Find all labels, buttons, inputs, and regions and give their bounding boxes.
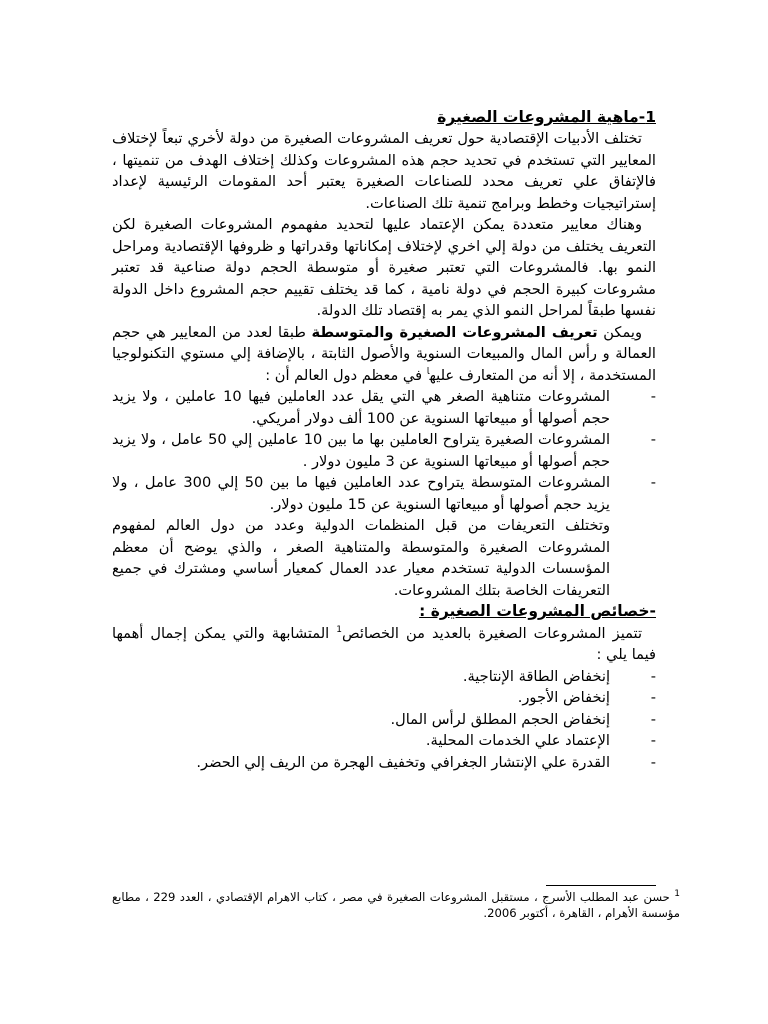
- size-definitions-list: [112, 386, 656, 515]
- document-body: [112, 104, 656, 773]
- paragraph-characteristics-intro: [112, 623, 656, 666]
- footnote: [112, 889, 680, 921]
- paragraph-definition: [112, 322, 656, 387]
- characteristics-post: المتشابهة والتي يمكن إجمال أهمها فيما يلي :: [112, 624, 656, 663]
- list-item: - الإعتماد علي الخدمات المحلية.: [112, 730, 656, 752]
- definition-pre: ويمكن: [597, 323, 643, 341]
- list-item: - المشروعات المتوسطة يتراوح عدد العاملين فيها ما بين 50 إلي 300 عامل ، ولا يزيد حجم أصولها أو مبيعاتها السنوية عن 15 مليون دولار.: [112, 472, 656, 515]
- paragraph-international: وتختلف التعريفات من قبل المنظمات الدولية وعدد من دول العالم لمفهوم المشروعات الصغيرة والمتوسطة والمتناهية الصغر ، والذي يوضح أن معظم المؤسسات الدولية تستخدم معيار عدد العمال كمعيار أساسي ومشترك في جميع التعريفات الخاصة بتلك المشروعات.: [112, 517, 610, 599]
- paragraph-criteria: وهناك معايير متعددة يمكن الإعتماد عليها لتحديد مفهموم المشروعات الصغيرة لكن التعريف يختلف من دولة إلي اخري لإختلاف إمكاناتها وقدراتها و ظروفها الإقتصادية ومراحل النمو بها. فالمشروعات التي تعتبر صغيرة أو متوسطة الحجم دولة صناعية قد تعتبر مشروعات كبيرة الحجم في دولة نامية ، كما قد يختلف تقييم حجم المشروع داخل الدولة نفسها طبقاً لمراحل النمو الذي يمر به إقتصاد تلك الدولة.: [112, 216, 656, 319]
- definition-footnote-ref: ا: [426, 366, 430, 377]
- footnote-separator: [546, 885, 656, 886]
- list-item: - القدرة علي الإنتشار الجغرافي وتخفيف الهجرة من الريف إلي الحضر.: [112, 752, 656, 774]
- list-item: - إنخفاض الأجور.: [112, 687, 656, 709]
- section-heading-characteristics: [112, 601, 656, 623]
- characteristics-footnote-ref: 1: [336, 624, 342, 635]
- section-title: -خصائص المشروعات الصغيرة :: [419, 602, 656, 620]
- characteristics-list: [112, 666, 656, 774]
- paragraph-intro: تختلف الأدبيات الإقتصادية حول تعريف المشروعات الصغيرة من دولة لأخري تبعاً لإختلاف المعايير التي تستخدم في تحديد حجم هذه المشروعات وكذلك إختلاف الهدف من تنميتها ، فالإتفاق علي تعريف محدد للصناعات الصغيرة يعتبر أحد المقومات الرئيسية لإعداد إستراتيجيات وخطط وبرامج تنمية تلك الصناعات.: [112, 130, 656, 212]
- list-item: - المشروعات الصغيرة يتراوح العاملين بها ما بين 10 عاملين إلي 50 عامل ، ولا يزيد حجم أصولها أو مبيعاتها السنوية عن 3 مليون دولار .: [112, 429, 656, 472]
- definition-post: طبقا لعدد من المعايير هي حجم العمالة و رأس المال والمبيعات السنوية والأصول الثابتة ، بالإضافة إلي مستوي التكنولوجيا المستخدمة ، إلا أنه من المتعارف عليه: [112, 323, 656, 384]
- list-item: - إنخفاض الحجم المطلق لرأس المال.: [112, 709, 656, 731]
- characteristics-pre: تتميز المشروعات الصغيرة بالعديد من الخصائص: [342, 624, 642, 642]
- definition-bold-term: تعريف المشروعات الصغيرة والمتوسطة: [311, 323, 598, 341]
- definition-tail: في معظم دول العالم أن :: [265, 366, 427, 384]
- page-title: 1-ماهية المشروعات الصغيرة: [437, 108, 656, 126]
- list-item: - إنخفاض الطاقة الإنتاجية.: [112, 666, 656, 688]
- footnote-marker: 1: [674, 889, 680, 900]
- footnote-text: حسن عبد المطلب الأسرج ، مستقبل المشروعات الصغيرة في مصر ، كتاب الاهرام الإقتصادي ، العدد 229 ، مطابع مؤسسة الأهرام ، القاهرة ، أكتوبر 2006.: [112, 890, 680, 920]
- list-item: - المشروعات متناهية الصغر هي التي يقل عدد العاملين فيها 10 عاملين ، ولا يزيد حجم أصولها أو مبيعاتها السنوية عن 100 ألف دولار أمريكي.: [112, 386, 656, 429]
